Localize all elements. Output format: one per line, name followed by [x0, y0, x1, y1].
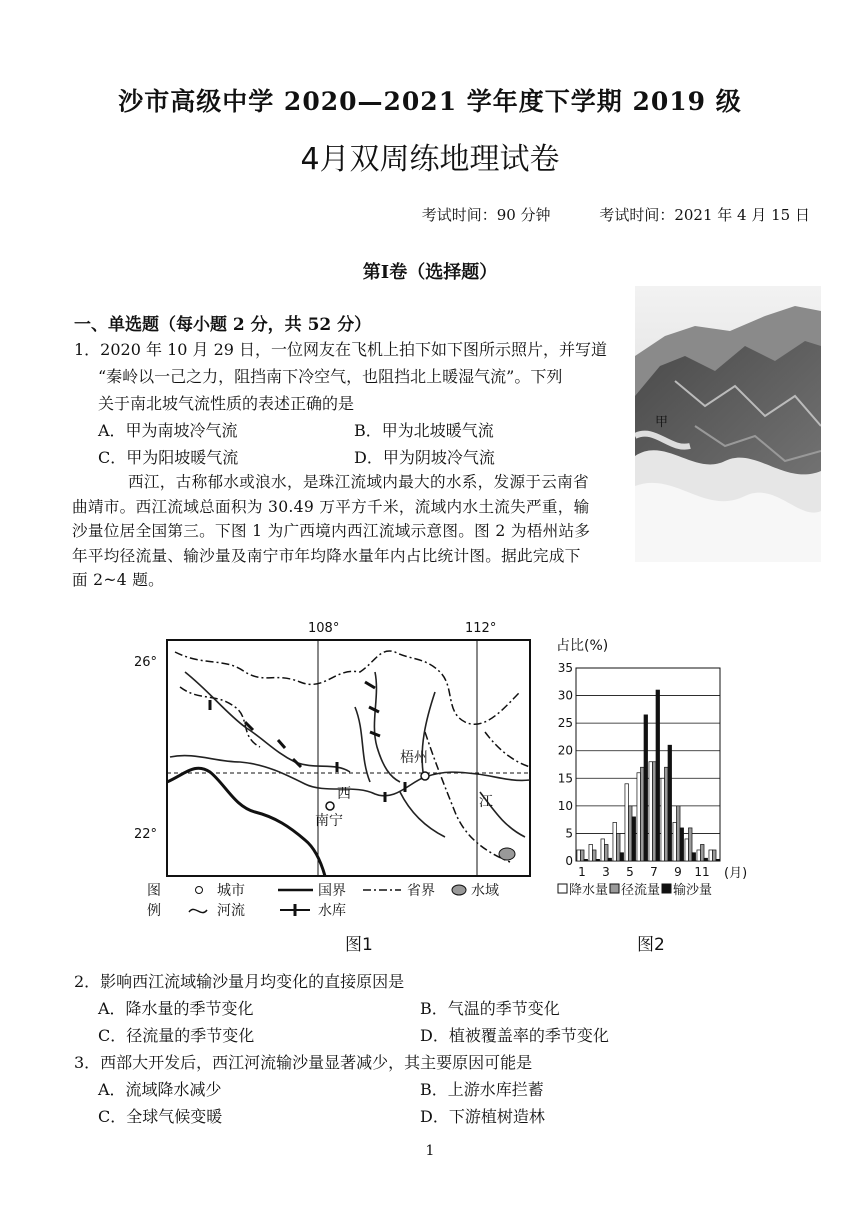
bar-1-9 [673, 822, 677, 861]
q1-option-c[interactable]: C．甲为阳坡暖气流 [98, 448, 239, 467]
passage-line2: 曲靖市。西江流域总面积为 30.49 万平方千米，流域内水土流失严重，输 [72, 497, 590, 516]
y-tick-label: 5 [565, 826, 573, 841]
q2-option-b[interactable]: B．气温的季节变化 [420, 999, 560, 1018]
legend-river-icon [189, 909, 207, 912]
lat-22-label: 22° [134, 827, 158, 842]
x-tick-label: 7 [650, 865, 658, 879]
legend-province: 省界 [407, 883, 435, 899]
q2-option-c[interactable]: C．径流量的季节变化 [98, 1026, 255, 1045]
bar-3-6 [644, 715, 648, 861]
chart-ylabel: 占比(%) [556, 638, 609, 654]
exam-title: 沙市高级中学 2020—2021 学年度下学期 2019 级 [118, 87, 742, 116]
q3-option-b[interactable]: B．上游水库拦蓄 [420, 1080, 544, 1099]
y-tick-label: 10 [557, 798, 573, 813]
figure1-caption: 图1 [345, 935, 373, 955]
legend-reservoir: 水库 [318, 903, 346, 919]
legend-water-icon [452, 885, 466, 895]
q1-line1: 1．2020 年 10 月 29 日，一位网友在飞机上拍下如下图所示照片，并写道 [74, 340, 608, 359]
legend-national: 国界 [318, 883, 346, 899]
label-nanning: 南宁 [315, 813, 343, 829]
legend-swatch [610, 884, 619, 893]
q1-line2: “秦岭以一己之力，阻挡南下冷空气，也阻挡北上暖湿气流”。下列 [98, 367, 563, 386]
xijiang-map [125, 612, 535, 922]
bar-3-3 [608, 858, 612, 861]
lat-26-label: 26° [134, 655, 158, 670]
lon-112-label: 112° [465, 621, 497, 636]
y-tick-label: 35 [557, 661, 573, 675]
exam-duration: 考试时间：90 分钟 [421, 206, 551, 224]
passage-line5: 面 2~4 题。 [72, 571, 165, 589]
bar-2-12 [712, 850, 716, 861]
bar-1-3 [601, 839, 605, 861]
bar-3-1 [584, 859, 588, 861]
y-tick-label: 15 [557, 771, 573, 786]
bar-2-6 [640, 767, 644, 861]
y-tick-label: 20 [557, 743, 573, 758]
q3-option-a[interactable]: A．流域降水减少 [98, 1080, 222, 1099]
bar-3-5 [632, 817, 636, 861]
label-wuzhou: 梧州 [400, 750, 428, 766]
runoff-sediment-chart [556, 632, 778, 902]
legend-label: 降水量 [569, 883, 609, 898]
city-wuzhou [421, 772, 429, 780]
exam-date: 考试时间：2021 年 4 月 15 日 [599, 206, 810, 224]
legend-swatch [662, 884, 671, 893]
q2-stem: 2．影响西江流域输沙量月均变化的直接原因是 [74, 972, 405, 991]
passage-line4: 年平均径流量、输沙量及南宁市年均降水量年内占比统计图。据此完成下 [72, 546, 581, 565]
q1-line3: 关于南北坡气流性质的表述正确的是 [98, 394, 355, 413]
bar-3-12 [716, 859, 720, 861]
passage-line1: 西江，古称郁水或浪水，是珠江流域内最大的水系，发源于云南省 [128, 473, 589, 491]
bar-2-5 [628, 806, 632, 861]
x-tick-label: 1 [578, 865, 586, 879]
exam-meta [378, 204, 810, 225]
bar-1-11 [697, 850, 701, 861]
q1-option-b[interactable]: B．甲为北坡暖气流 [354, 421, 494, 440]
y-tick-label: 25 [557, 716, 573, 731]
y-tick-label: 30 [557, 688, 573, 703]
bar-1-10 [685, 839, 689, 861]
q2-option-d[interactable]: D．植被覆盖率的季节变化 [420, 1026, 609, 1045]
bar-2-1 [580, 850, 584, 861]
y-tick-label: 0 [565, 854, 573, 868]
x-tick-label: 11 [694, 865, 710, 879]
q3-option-c[interactable]: C．全球气候变暖 [98, 1107, 223, 1126]
legend-city-icon [196, 887, 203, 894]
lon-108-label: 108° [308, 621, 340, 636]
bar-3-2 [596, 859, 600, 861]
legend-water: 水域 [471, 883, 499, 899]
bar-1-4 [613, 822, 617, 861]
exam-subtitle: 4月双周练地理试卷 [300, 142, 560, 177]
legend-title-1: 图 [147, 883, 161, 899]
bar-2-7 [652, 762, 656, 861]
bar-3-7 [656, 690, 660, 861]
figure2-caption: 图2 [637, 935, 665, 955]
bar-1-7 [649, 762, 653, 861]
q3-option-d[interactable]: D．下游植树造林 [420, 1107, 545, 1126]
x-tick-label: 3 [602, 865, 610, 879]
bar-2-10 [688, 828, 692, 861]
bar-3-11 [704, 858, 708, 861]
label-xi: 西 [337, 786, 351, 802]
bar-1-1 [577, 850, 581, 861]
x-tick-label: 9 [674, 865, 682, 879]
x-tick-label: 5 [626, 865, 634, 879]
q2-option-a[interactable]: A．降水量的季节变化 [98, 999, 254, 1018]
q1-option-a[interactable]: A．甲为南坡冷气流 [98, 421, 238, 440]
passage-line3: 沙量位居全国第三。下图 1 为广西境内西江流域示意图。图 2 为梧州站多 [72, 522, 591, 540]
bar-1-5 [625, 784, 629, 861]
bar-2-9 [676, 806, 680, 861]
legend-swatch [558, 884, 567, 893]
bar-2-4 [616, 833, 620, 861]
q1-option-d[interactable]: D．甲为阴坡冷气流 [354, 448, 495, 467]
bar-3-4 [620, 853, 624, 861]
bar-2-3 [604, 844, 608, 861]
bar-1-12 [709, 850, 713, 861]
bar-2-11 [700, 844, 704, 861]
bar-1-8 [661, 778, 665, 861]
bar-2-2 [592, 850, 596, 861]
bar-2-8 [664, 767, 668, 861]
label-jiang: 江 [479, 794, 493, 810]
photo-label-jia: 甲 [655, 415, 669, 430]
bar-3-8 [668, 745, 672, 861]
legend-label: 输沙量 [673, 883, 713, 898]
bar-3-9 [680, 828, 684, 861]
map-legend [147, 882, 499, 919]
part-title: 一、单选题（每小题 2 分，共 52 分） [74, 315, 372, 335]
bar-1-6 [637, 773, 641, 861]
qinling-photo [635, 286, 821, 562]
chart-xlabel: (月) [724, 866, 748, 881]
bar-1-2 [589, 844, 593, 861]
legend-label: 径流量 [621, 883, 661, 898]
legend-city: 城市 [217, 883, 245, 899]
city-nanning [326, 802, 334, 810]
water-body [499, 848, 515, 860]
map-frame [167, 640, 530, 876]
q3-stem: 3．西部大开发后，西江河流输沙量显著减少，其主要原因可能是 [74, 1053, 533, 1072]
legend-river: 河流 [217, 903, 245, 919]
section-title: 第Ⅰ卷（选择题） [362, 262, 498, 283]
bar-3-10 [692, 853, 696, 861]
chart-plot-frame [576, 668, 720, 861]
page-number: 1 [425, 1143, 435, 1159]
legend-title-2: 例 [147, 903, 161, 919]
